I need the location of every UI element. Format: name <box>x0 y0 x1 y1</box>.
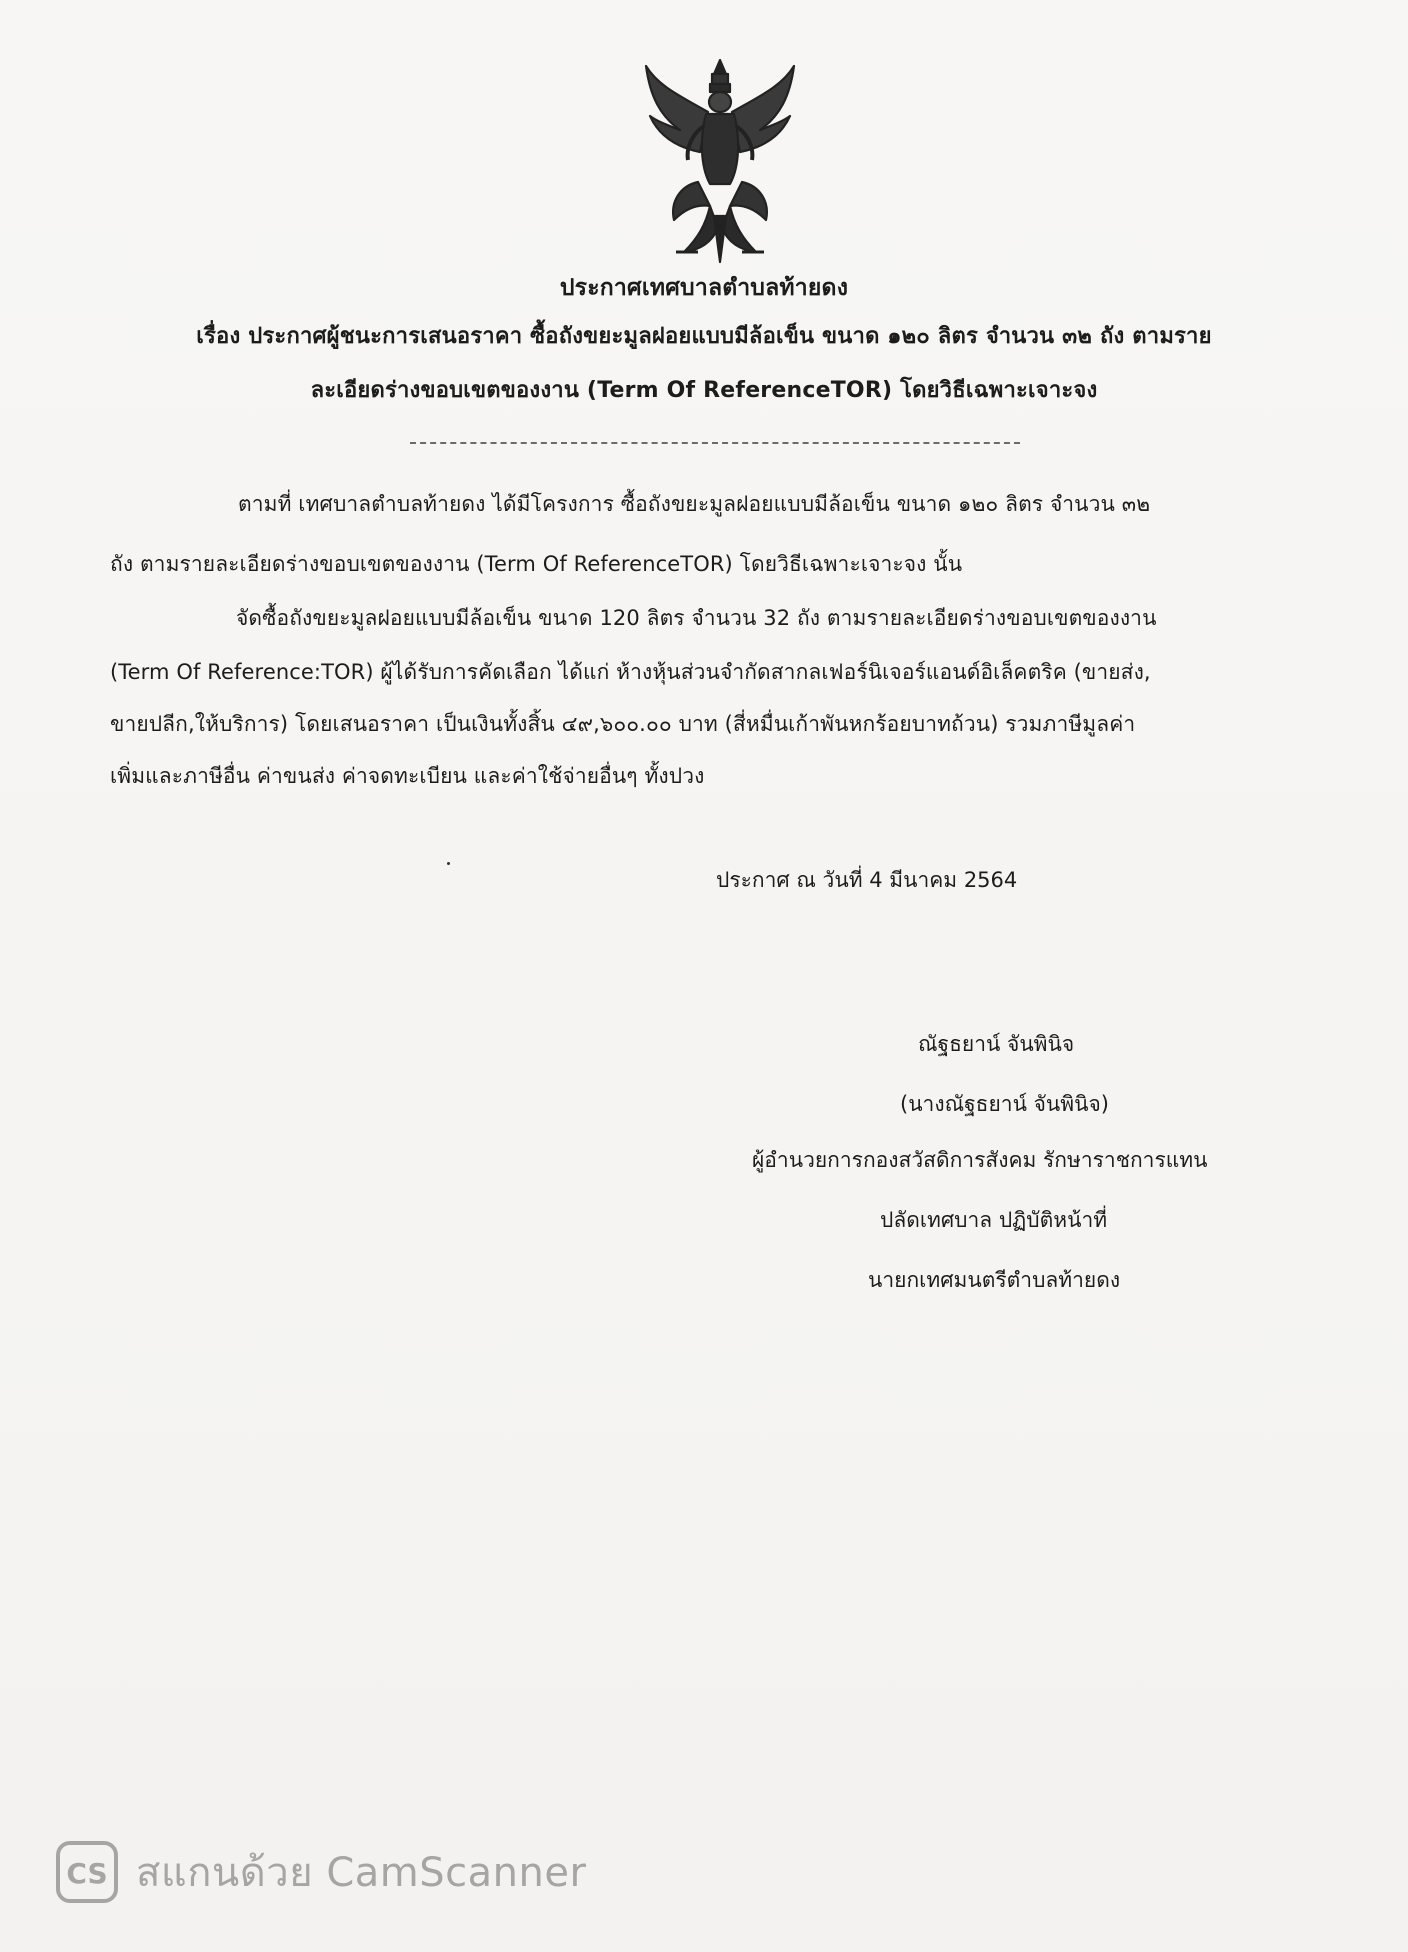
garuda-emblem-icon <box>640 56 800 266</box>
announcement-date: ประกาศ ณ วันที่ 4 มีนาคม 2564 <box>716 868 1018 892</box>
subject-line-2: ละเอียดร่างขอบเขตของงาน (Term Of ReferenceTOR) โดยวิธีเฉพาะเจาะจง <box>310 378 1098 403</box>
camscanner-logo-text: CS <box>66 1857 108 1890</box>
signature-full-name: (นางณัฐธยาน์ จันพินิจ) <box>900 1092 1109 1116</box>
signature-position-3: นายกเทศมนตรีตำบลท้ายดง <box>868 1268 1121 1292</box>
paragraph-2-line-3: ขายปลีก,ให้บริการ) โดยเสนอราคา เป็นเงินทั้งสิ้น ๔๙,๖๐๐.๐๐ บาท (สี่หมื่นเก้าพันหกร้อยบาทถ้วน) รวมภาษีมูลค่า <box>110 712 1136 736</box>
document-title: ประกาศเทศบาลตำบลท้ายดง <box>559 275 849 301</box>
paragraph-1-line-1: ตามที่ เทศบาลตำบลท้ายดง ได้มีโครงการ ซื้อถังขยะมูลฝอยแบบมีล้อเข็น ขนาด ๑๒๐ ลิตร จำนวน ๓๒ <box>238 492 1151 516</box>
paragraph-1-line-2: ถัง ตามรายละเอียดร่างขอบเขตของงาน (Term Of ReferenceTOR) โดยวิธีเฉพาะเจาะจง นั้น <box>110 552 963 576</box>
stray-dot <box>447 862 450 865</box>
signature-position-1: ผู้อำนวยการกองสวัสดิการสังคม รักษาราชการแทน <box>752 1148 1208 1172</box>
paragraph-2-line-2: (Term Of Reference:TOR) ผู้ได้รับการคัดเลือก ได้แก่ ห้างหุ้นส่วนจำกัดสากลเฟอร์นิเจอร์แอนด์อิเล็คตริค (ขายส่ง, <box>110 660 1151 684</box>
camscanner-logo-icon <box>56 1841 118 1903</box>
paragraph-2-line-4: เพิ่มและภาษีอื่น ค่าขนส่ง ค่าจดทะเบียน และค่าใช้จ่ายอื่นๆ ทั้งปวง <box>110 764 705 788</box>
subject-line-1: เรื่อง ประกาศผู้ชนะการเสนอราคา ซื้อถังขยะมูลฝอยแบบมีล้อเข็น ขนาด ๑๒๐ ลิตร จำนวน ๓๒ ถัง ตามราย <box>196 324 1212 349</box>
watermark-text: สแกนด้วย CamScanner <box>136 1850 587 1896</box>
signature-position-2: ปลัดเทศบาล ปฏิบัติหน้าที่ <box>880 1208 1108 1232</box>
separator-line <box>410 442 1020 444</box>
camscanner-watermark <box>56 1840 586 1904</box>
paragraph-2-line-1: จัดซื้อถังขยะมูลฝอยแบบมีล้อเข็น ขนาด 120 ลิตร จำนวน 32 ถัง ตามรายละเอียดร่างขอบเขตของงาน <box>236 606 1157 630</box>
signature-signed-name: ณัฐธยาน์ จันพินิจ <box>918 1032 1075 1056</box>
